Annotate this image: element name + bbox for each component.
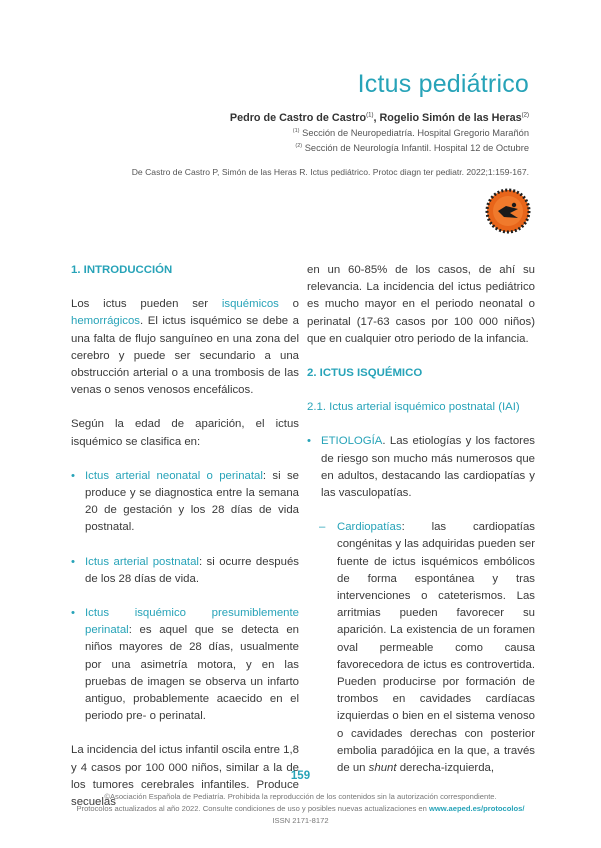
paragraph: Según la edad de aparición, el ictus isquémico se clasifica en: bbox=[71, 418, 299, 448]
list-item: • Ictus isquémico presumiblemente perinatal: es aquel que se detecta en niños mayores de 28 días, usualmente por una asimetría motora, y en las pruebas de imagen se observa un infarto antiguo, probablemente acaecido en el periodo pre- o perinatal. bbox=[71, 607, 299, 723]
footer-note: Protocolos actualizados al año 2022. Consulte condiciones de uso y posibles nuevas actualizaciones en www.aeped.es/protocolos/ bbox=[76, 804, 525, 813]
keyword: Cardiopatías bbox=[337, 521, 402, 534]
paragraph: La incidencia del ictus infantil oscila entre 1,8 y 4 casos por 100 000 niños, similar a la de los tumores cerebrales infantiles. Produce secuelas bbox=[71, 744, 299, 809]
aep-seal-icon bbox=[484, 187, 532, 235]
sub-list-item: – Cardiopatías: las cardiopatías congénitas y las adquiridas pueden ser fuente de ictus isquémicos embólicos de forma espontánea y tras intervenciones o cateterismos. Las arritmias pueden favorecer su aparición. La existencia de un foramen oval permeable como causa favorecedora de ictus es controvertida. Pueden producirse por formación de trombos en cavidades cardíacas izquierdas o bien en el sistema venoso o cavidades derechas con posterior embolia paradójica en la que, a través de un shunt derecha-izquierda, bbox=[319, 521, 535, 775]
affiliation-sup: (1) bbox=[292, 128, 300, 134]
right-column bbox=[307, 262, 535, 794]
protocols-link[interactable]: www.aeped.es/protocolos/ bbox=[428, 804, 525, 813]
page-title: Ictus pediátrico bbox=[357, 70, 529, 98]
affiliation-text: Sección de Neurología Infantil. Hospital 12 de Octubre bbox=[304, 143, 529, 154]
section-heading: 2. ICTUS ISQUÉMICO bbox=[307, 367, 423, 380]
list-item: • Ictus arterial neonatal o perinatal: si se produce y se diagnostica entre la semana 20 de gestación y los 28 días de vida postnatal. bbox=[71, 469, 299, 534]
keyword: hemorrágicos bbox=[71, 315, 141, 328]
author-name: Rogelio Simón de las Heras bbox=[379, 112, 522, 124]
bullet-icon: • bbox=[71, 555, 75, 568]
citation: De Castro de Castro P, Simón de las Heras R. Ictus pediátrico. Protoc diagn ter pediatr. 2022;1:159-167. bbox=[131, 167, 529, 177]
list-item: • ETIOLOGÍA. Las etiologías y los factores de riesgo son mucho más numerosos que en adultos, destacando las cardiopatías y las vasculopatías. bbox=[307, 435, 535, 500]
affiliation-text: Sección de Neuropediatría. Hospital Gregorio Marañón bbox=[302, 128, 529, 139]
keyword: Ictus arterial neonatal o perinatal bbox=[85, 469, 263, 482]
keyword: isquémicos bbox=[221, 298, 279, 311]
keyword: Ictus arterial postnatal bbox=[85, 555, 199, 568]
bullet-icon: • bbox=[71, 607, 75, 620]
author-sup: (1) bbox=[366, 112, 374, 119]
page-number: 159 bbox=[290, 770, 311, 782]
issn: ISSN 2171-8172 bbox=[272, 816, 329, 825]
keyword: ETIOLOGÍA bbox=[321, 435, 383, 448]
section-heading: 1. INTRODUCCIÓN bbox=[71, 264, 173, 276]
bullet-icon: • bbox=[71, 469, 75, 482]
author-name: Pedro de Castro de Castro bbox=[229, 112, 367, 124]
paragraph: en un 60-85% de los casos, de ahí su relevancia. La incidencia del ictus pediátrico es mucho mayor en el periodo neonatal o perinatal (17-63 casos por 100 000 niños) que en cualquier otro periodo de la infancia. bbox=[307, 264, 535, 345]
author-sup: (2) bbox=[521, 112, 529, 119]
dash-icon: – bbox=[319, 521, 326, 534]
affiliation bbox=[295, 143, 529, 153]
list-item: • Ictus arterial postnatal: si ocurre después de los 28 días de vida. bbox=[71, 555, 299, 585]
copyright: ©Asociación Española de Pediatría. Prohibida la reproducción de los contenidos sin la autorización correspondiente. bbox=[104, 792, 497, 801]
affiliation bbox=[293, 128, 529, 138]
authors: Pedro de Castro de Castro$^{(1)}$, Rogelio Simón de las Heras$^{(2)}$ bbox=[229, 112, 529, 124]
affiliation-sup: (2) bbox=[295, 143, 303, 149]
paragraph: Los ictus pueden ser isquémicos o hemorrágicos. El ictus isquémico se debe a una falta de flujo sanguíneo en una zona del cerebro y puede ser secundario a una obstrucción arterial o a una trombosis de las venas o senos venosos encefálicos. bbox=[71, 298, 300, 397]
left-column bbox=[71, 262, 299, 828]
subsection-heading: 2.1. Ictus arterial isquémico postnatal (IAI) bbox=[307, 401, 520, 414]
keyword: Ictus isquémico presumiblemente perinatal bbox=[85, 607, 299, 637]
bullet-icon: • bbox=[307, 435, 311, 448]
